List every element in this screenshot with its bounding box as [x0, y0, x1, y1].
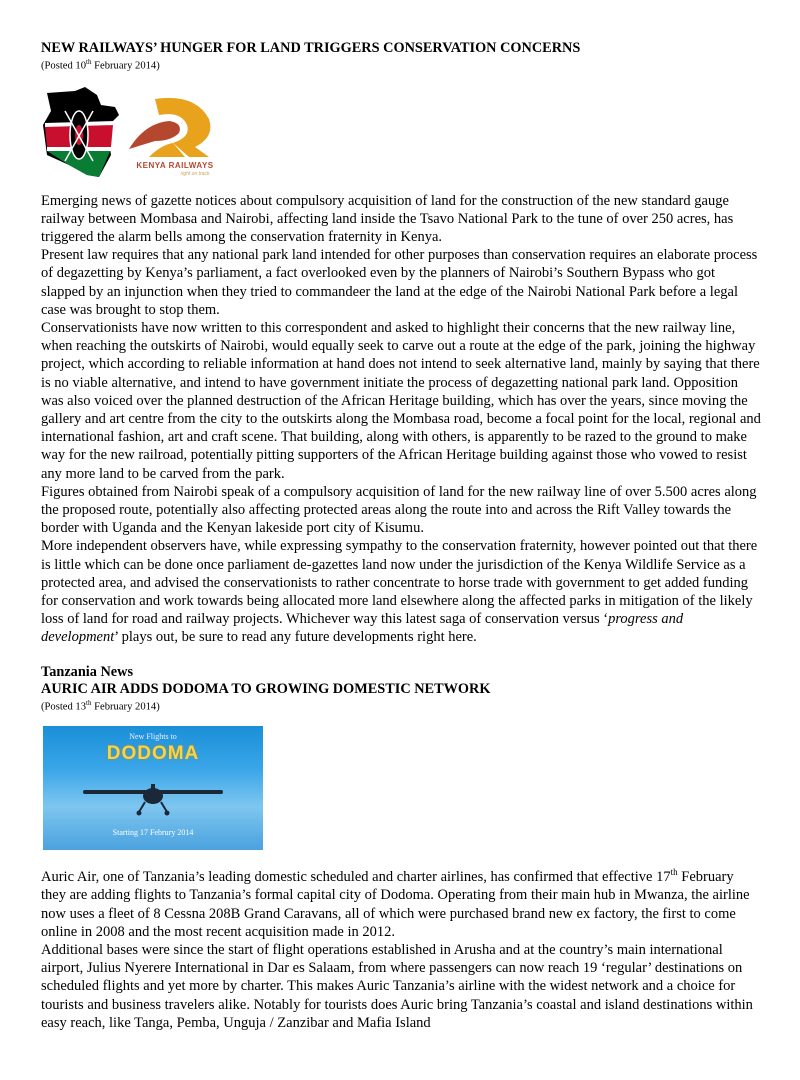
- section-label: Tanzania News: [41, 663, 134, 680]
- dodoma-flights-banner: [43, 726, 263, 850]
- paragraph: Additional bases were since the start of flight operations established in Arusha and at the country’s main international airport, Julius Nyerere International in Dar es Salaam, from where passengers can now reach 19 ‘regular’ destinations on scheduled flights and yet more by charter. This makes Auric Tanzania’s airline with the widest network and a choice for tourists and business travelers alike. Notably for tourists does Auric bring Tanzania’s coastal and island destinations within easy reach, like Tanga, Pemba, Unguja / Zanzibar and Mafia Island: [41, 941, 753, 1031]
- banner-bottom-text: Starting 17 Februry 2014: [112, 828, 194, 838]
- paragraph: Figures obtained from Nairobi speak of a compulsory acquisition of land for the new railway line of over 5.500 acres along the proposed route, potentially also affecting protected areas along the route into and across the Rift Valley towards the border with Uganda and the Kenyan lakeside port city of Kisumu.: [41, 483, 757, 537]
- logo-row: [41, 85, 761, 190]
- article-body: [41, 192, 761, 647]
- paragraph: Conservationists have now written to this correspondent and asked to highlight their concerns that the new railway line, when reaching the outskirts of Nairobi, would equally seek to carve out a route at the edge of the park, joining the highway project, which according to reliable information at hand does not intend to seek alternative land, mainly by saying that there is no viable alternative, and intend to have government initiate the process of degazetting national park land. Opposition was also voiced over the planned destruction of the African Heritage building, which has over the years, since moving the gallery and art centre from the city to the outskirts along the Mombasa road, become a focal point for the local, regional and international fashion, art and craft scene. That building, along with others, is apparently to be razed to the ground to make way for the new railroad, potentially pitting supporters of the African Heritage building against those who vowed to resist any more land to be carved from the park.: [41, 319, 761, 482]
- banner-title: DODOMA: [106, 743, 200, 765]
- paragraph: More independent observers have, while expressing sympathy to the conservation fraternity, however pointed out that there is little which can be done once parliament de-gazettes land now under the jurisdiction of the Kenya Wildlife Service as a protected area, and advised the conservationists to rather concentrate to horse trade with government to get added funding for conservation and work towards being allocated more land elsewhere along the affected parks in mitigation of the likely loss of land for road and railway projects. Whichever way this latest saga of conservation versus ‘progress and development’ plays out, be sure to read any future developments right here.: [41, 538, 758, 646]
- banner-top-text: New Flights to: [129, 732, 177, 742]
- kenya-railways-logo: [125, 97, 225, 187]
- paragraph: Emerging news of gazette notices about compulsory acquisition of land for the construction of the new standard gauge railway between Mombasa and Nairobi, affecting land inside the Tsavo National Park to the tune of over 250 acres, has triggered the alarm bells among the conservation fraternity in Kenya.: [41, 192, 734, 245]
- posted-date: (Posted 13th February 2014): [41, 698, 160, 713]
- airplane-icon: [83, 782, 223, 816]
- paragraph: Auric Air, one of Tanzania’s leading domestic scheduled and charter airlines, has confirmed that effective 17th February they are adding flights to Tanzania’s formal capital city of Dodoma. Operating from their main hub in Mwanza, the airline now uses a fleet of 8 Cessna 208B Grand Caravans, all of which were purchased brand new ex factory, the first to come online in 2008 and the most recent acquisition made in 2012.: [41, 867, 750, 940]
- kenya-flag-map-image: [41, 85, 123, 183]
- kenya-railways-emblem-icon: [125, 97, 225, 159]
- document-page: [41, 40, 761, 1032]
- logo-name: KENYA RAILWAYS: [136, 160, 214, 170]
- article-body: [41, 868, 761, 1032]
- paragraph: Present law requires that any national park land intended for other purposes than conservation requires an elaborate process of degazetting by Kenya’s parliament, a fact overlooked even by the planners of Nairobi’s Southern Bypass who got slapped by an injunction when they tried to commandeer the land at the edge of the Nairobi National Park before a legal case was brought to stop them.: [41, 247, 758, 318]
- posted-date: (Posted 10th February 2014): [41, 58, 160, 72]
- logo-tagline: right on track: [180, 170, 210, 177]
- article-headline: AURIC AIR ADDS DODOMA TO GROWING DOMESTIC NETWORK: [41, 680, 491, 697]
- article-headline: NEW RAILWAYS’ HUNGER FOR LAND TRIGGERS CONSERVATION CONCERNS: [41, 40, 581, 56]
